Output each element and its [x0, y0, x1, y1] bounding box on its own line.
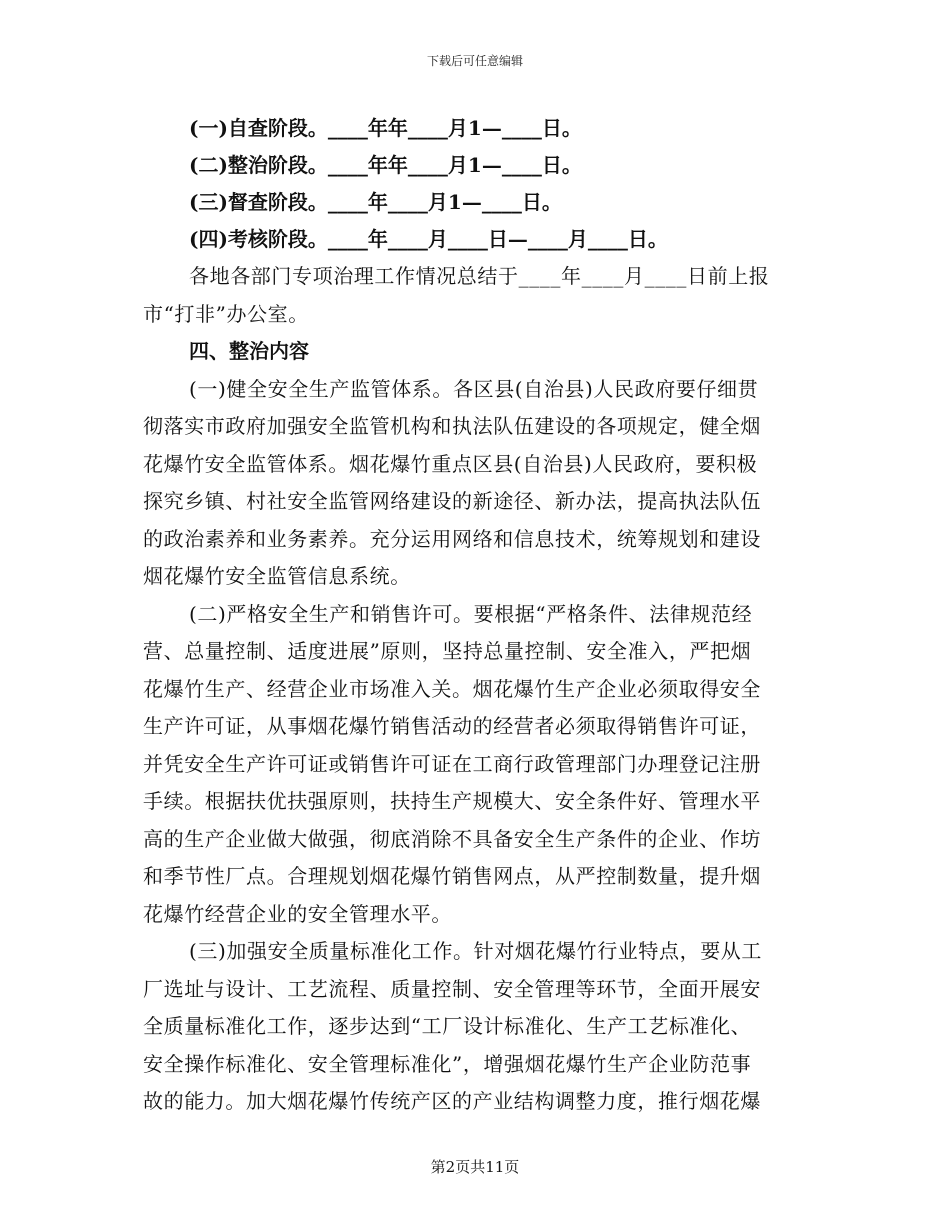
stage-self-check: (一)自查阶段。____年年____月1—____日。 — [189, 116, 582, 140]
paragraph-line: (一)健全安全生产监管体系。各区县(自治县)人民政府要仔细贯 — [189, 376, 759, 401]
paragraph-line: (二)严格安全生产和销售许可。要根据“严格条件、法律规范经 — [189, 601, 753, 626]
section-heading: 四、整治内容 — [189, 339, 309, 363]
paragraph-line: 烟花爆竹安全监管信息系统。 — [143, 564, 411, 588]
paragraph-line: 的政治素养和业务素养。充分运用网络和信息技术，统筹规划和建设 — [143, 526, 761, 551]
paragraph-line: 故的能力。加大烟花爆竹传统产区的产业结构调整力度，推行烟花爆 — [143, 1089, 761, 1113]
paragraph-line: 花爆竹安全监管体系。烟花爆竹重点区县(自治县)人民政府，要积极 — [143, 451, 758, 476]
stage-supervision: (三)督查阶段。____年____月1—____日。 — [189, 190, 562, 214]
paragraph-line: 彻落实市政府加强安全监管机构和执法队伍建设的各项规定，健全烟 — [143, 414, 761, 438]
document-body — [143, 110, 803, 1121]
paragraph-line: 营、总量控制、适度进展”原则，坚持总量控制、安全准入，严把烟 — [143, 639, 752, 663]
paragraph-line: 手续。根据扶优扶强原则，扶持生产规模大、安全条件好、管理水平 — [143, 789, 761, 813]
paragraph-line: (三)加强安全质量标准化工作。针对烟花爆竹行业特点，要从工 — [189, 939, 763, 963]
report-line: 各地各部门专项治理工作情况总结于____年____月____日前上报 — [189, 264, 770, 288]
paragraph-line: 并凭安全生产许可证或销售许可证在工商行政管理部门办理登记注册 — [143, 751, 761, 776]
paragraph-line: 花爆竹经营企业的安全管理水平。 — [143, 901, 452, 926]
paragraph-line: 安全操作标准化、安全管理标准化”，增强烟花爆竹生产企业防范事 — [143, 1051, 752, 1076]
paragraph-line: 花爆竹生产、经营企业市场准入关。烟花爆竹生产企业必须取得安全 — [143, 676, 761, 701]
page-footer: 第2页共11页 — [430, 1158, 520, 1176]
stage-assessment: (四)考核阶段。____年____月____日—____月____日。 — [189, 227, 668, 251]
page-header: 下载后可任意编辑 — [426, 54, 523, 68]
paragraph-line: 探究乡镇、村社安全监管网络建设的新途径、新办法，提高执法队伍 — [143, 489, 761, 513]
paragraph-line: 全质量标准化工作，逐步达到“工厂设计标准化、生产工艺标准化、 — [143, 1014, 752, 1038]
paragraph-line: 厂选址与设计、工艺流程、质量控制、安全管理等环节，全面开展安 — [143, 976, 761, 1001]
report-line: 市“打非”办公室。 — [143, 301, 309, 326]
stage-rectification: (二)整治阶段。____年年____月1—____日。 — [189, 153, 582, 177]
paragraph-line: 和季节性厂点。合理规划烟花爆竹销售网点，从严控制数量，提升烟 — [143, 864, 761, 888]
paragraph-line: 高的生产企业做大做强，彻底消除不具备安全生产条件的企业、作坊 — [143, 826, 761, 851]
paragraph-line: 生产许可证，从事烟花爆竹销售活动的经营者必须取得销售许可证， — [143, 714, 761, 738]
